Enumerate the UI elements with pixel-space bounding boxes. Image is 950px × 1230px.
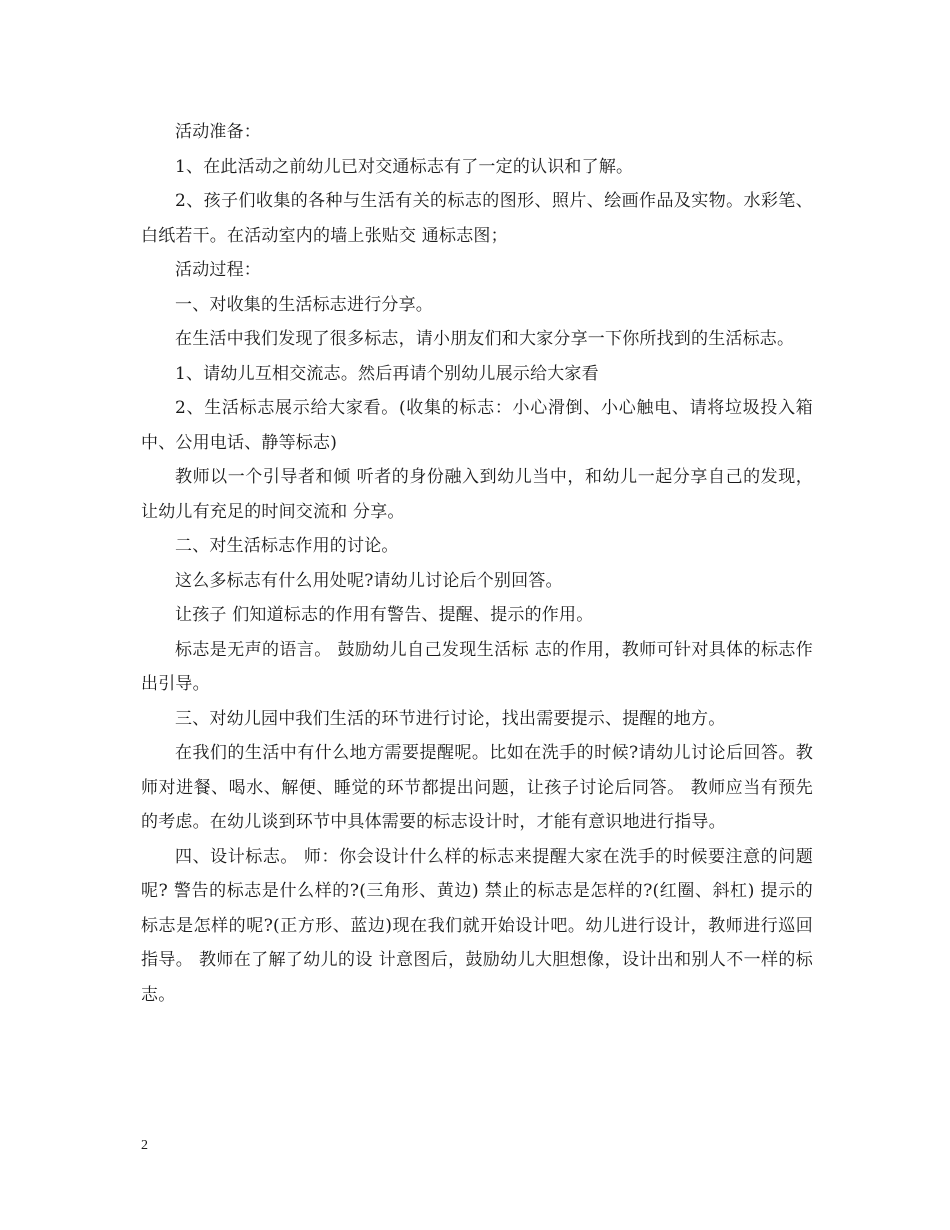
paragraph: 二、对生活标志作用的讨论。 bbox=[175, 536, 399, 556]
page-number: 2 bbox=[141, 1138, 148, 1153]
paragraph: 标志是无声的语言。 鼓励幼儿自己发现生活标 志的作用，教师可针对具体的标志作出引导。 bbox=[141, 639, 813, 694]
paragraph: 四、设计标志。 师：你会设计什么样的标志来提醒大家在洗手的时候要注意的问题呢? 警告的标志是什么样的?(三角形、黄边) 禁止的标志是怎样的?(红圈、斜杠) 提示的标志是怎样的呢?(正方形、蓝边)现在我们就开始设计吧。幼儿进行设计，教师进行巡回指导。 教师在了解了幼儿的设 计意图后，鼓励幼儿大胆想像，设计出和别人不一样的标志。 bbox=[141, 846, 813, 1005]
paragraph: 三、对幼儿园中我们生活的环节进行讨论，找出需要提示、提醒的地方。 bbox=[175, 708, 726, 729]
paragraph: 教师以一个引导者和倾 听者的身份融入到幼儿当中，和幼儿一起分享自己的发现，让幼儿有充足的时间交流和 分享。 bbox=[141, 467, 813, 522]
paragraph: 让孩子 们知道标志的作用有警告、提醒、提示的作用。 bbox=[175, 605, 594, 625]
paragraph: 这么多标志有什么用处呢?请幼儿讨论后个别回答。 bbox=[175, 570, 563, 591]
paragraph: 活动过程： bbox=[175, 260, 261, 280]
document-body bbox=[141, 115, 813, 1012]
paragraph: 活动准备： bbox=[175, 122, 261, 142]
paragraph: 在生活中我们发现了很多标志，请小朋友们和大家分享一下你所找到的生活标志。 bbox=[175, 329, 795, 349]
paragraph: 一、对收集的生活标志进行分享。 bbox=[175, 294, 433, 315]
paragraph: 2、生活标志展示给大家看。(收集的标志：小心滑倒、小心触电、请将垃圾投入箱中、公用电话、静等标志) bbox=[141, 398, 813, 453]
paragraph: 2、孩子们收集的各种与生活有关的标志的图形、照片、绘画作品及实物。水彩笔、白纸若干。在活动室内的墙上张贴交 通标志图； bbox=[141, 191, 813, 246]
paragraph: 在我们的生活中有什么地方需要提醒呢。比如在洗手的时候?请幼儿讨论后回答。教师对进餐、喝水、解便、睡觉的环节都提出问题，让孩子讨论后同答。 教师应当有预先的考虑。在幼儿谈到环节中具体需要的标志设计时，才能有意识地进行指导。 bbox=[141, 743, 813, 832]
paragraph: 1、请幼儿互相交流志。然后再请个别幼儿展示给大家看 bbox=[175, 363, 599, 384]
paragraph: 1、在此活动之前幼儿已对交通标志有了一定的认识和了解。 bbox=[175, 156, 634, 177]
